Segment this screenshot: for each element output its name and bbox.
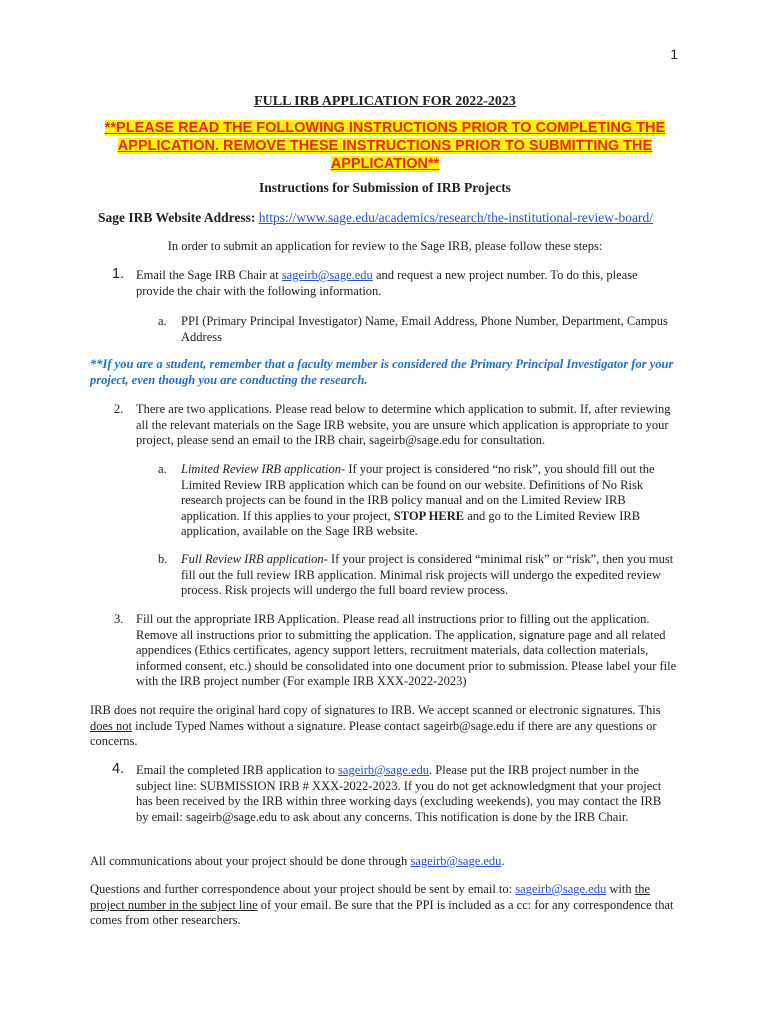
website-label: Sage IRB Website Address: bbox=[98, 210, 256, 225]
signature-note-pre: IRB does not require the original hard copy of signatures to IRB. We accept scanned or electronic signatures. This bbox=[90, 703, 661, 717]
step-2b-label: b. bbox=[158, 552, 168, 566]
step-1-number: 1. bbox=[112, 266, 125, 282]
step-1a-text: PPI (Primary Principal Investigator) Name, Email Address, Phone Number, Department, Campus Address bbox=[181, 314, 668, 344]
step-1-email-link[interactable]: sageirb@sage.edu bbox=[281, 268, 373, 282]
step-2b-body: - If your project is considered “minimal risk” or “risk”, then you must fill out the full review IRB application. Minimal risk projects will undergo the expedited review process. Risk projects will undergo the full board review process. bbox=[181, 552, 674, 598]
step-3-number: 3. bbox=[114, 612, 124, 626]
step-1-pre: Email the Sage IRB Chair at bbox=[136, 268, 279, 282]
signature-note-post: include Typed Names without a signature. Please contact sageirb@sage.edu if there are any questions or concerns. bbox=[90, 718, 657, 749]
signature-note bbox=[90, 703, 680, 750]
communications-line bbox=[90, 854, 680, 870]
step-1-post: and request a new project number. To do this, please provide the chair with the following information. bbox=[136, 268, 638, 298]
communications-post: . bbox=[501, 854, 505, 868]
step-2a-label: a. bbox=[158, 462, 167, 476]
step-2a-text bbox=[181, 462, 681, 540]
step-2a-text-2: and go to the Limited Review IRB application, available on the Sage IRB website. bbox=[181, 508, 641, 539]
student-note: **If you are a student, remember that a faculty member is considered the Primary Principal Investigator for your project, even though you are conducting the research. bbox=[90, 357, 674, 387]
step-1-text bbox=[136, 268, 676, 299]
step-4-pre: Email the completed IRB application to bbox=[136, 763, 335, 777]
questions-post: of your email. Be sure that the PPI is included as a cc: for any correspondence that comes from other researchers. bbox=[90, 897, 674, 928]
warning-notice bbox=[95, 119, 675, 173]
limited-review-title: Limited Review IRB application bbox=[181, 462, 342, 476]
step-4-post: . Please put the IRB project number in the subject line: SUBMISSION IRB # XXX-2022-2023. If you do not get acknowledgment that your project has been received by the IRB within three working days (excluding weekends), you may contact the IRB by email: sageirb@sage.edu to ask about any concerns. This notification is done by the IRB Chair. bbox=[136, 763, 662, 824]
step-4-text bbox=[136, 763, 676, 825]
questions-paragraph bbox=[90, 882, 680, 929]
communications-email-link[interactable]: sageirb@sage.edu bbox=[410, 854, 502, 868]
page-number: 1 bbox=[670, 46, 678, 62]
communications-pre: All communications about your project should be done through bbox=[90, 854, 408, 868]
full-review-title: Full Review IRB application bbox=[181, 552, 324, 566]
step-4-number: 4. bbox=[112, 761, 125, 777]
stop-here: STOP HERE bbox=[393, 508, 465, 523]
section-subtitle: Instructions for Submission of IRB Projects bbox=[259, 180, 511, 195]
step-1a-label: a. bbox=[158, 314, 167, 328]
questions-email-link[interactable]: sageirb@sage.edu bbox=[515, 882, 607, 896]
warning-text: **PLEASE READ THE FOLLOWING INSTRUCTIONS PRIOR TO COMPLETING THE APPLICATION. REMOVE THESE INSTRUCTIONS PRIOR TO SUBMITTING THE APPLICATION** bbox=[104, 120, 666, 172]
step-2-text: There are two applications. Please read below to determine which application to submit. If, after reviewing all the relevant materials on the Sage IRB website, you are unsure which application is appropriate to your project, please send an email to the IRB chair, sageirb@sage.edu for consultation. bbox=[136, 402, 671, 448]
questions-mid: with bbox=[609, 882, 632, 896]
signature-note-underlined: does not bbox=[90, 718, 133, 733]
step-2-number: 2. bbox=[114, 402, 124, 416]
website-link[interactable]: https://www.sage.edu/academics/research/the-institutional-review-board/ bbox=[258, 210, 654, 225]
document-title: FULL IRB APPLICATION FOR 2022-2023 bbox=[254, 94, 516, 109]
website-line bbox=[98, 210, 653, 226]
step-2b-text bbox=[181, 552, 681, 599]
questions-pre: Questions and further correspondence about your project should be sent by email to: bbox=[90, 882, 513, 896]
questions-underlined: the project number in the subject line bbox=[90, 882, 650, 912]
step-3-text: Fill out the appropriate IRB Application. Please read all instructions prior to filling out the application. Remove all instructions prior to submitting the application. The application, signature page and all related appendices (Ethics certificates, agency support letters, recruitment materials, data collection materials, informed consent, etc.) should be consolidated into one document prior to submission. Please label your file with the IRB project number (For example IRB XXX-2022-2023) bbox=[136, 612, 677, 689]
step-4-email-link[interactable]: sageirb@sage.edu bbox=[338, 763, 430, 777]
intro-text: In order to submit an application for review to the Sage IRB, please follow these steps: bbox=[167, 239, 603, 253]
step-2a-text-1: - If your project is considered “no risk”, you should fill out the Limited Review IRB application which can be found on our website. Definitions of No Risk research projects can be found in the IRB policy manual and on the Limited Review IRB application. If this applies to your project, bbox=[181, 462, 655, 523]
